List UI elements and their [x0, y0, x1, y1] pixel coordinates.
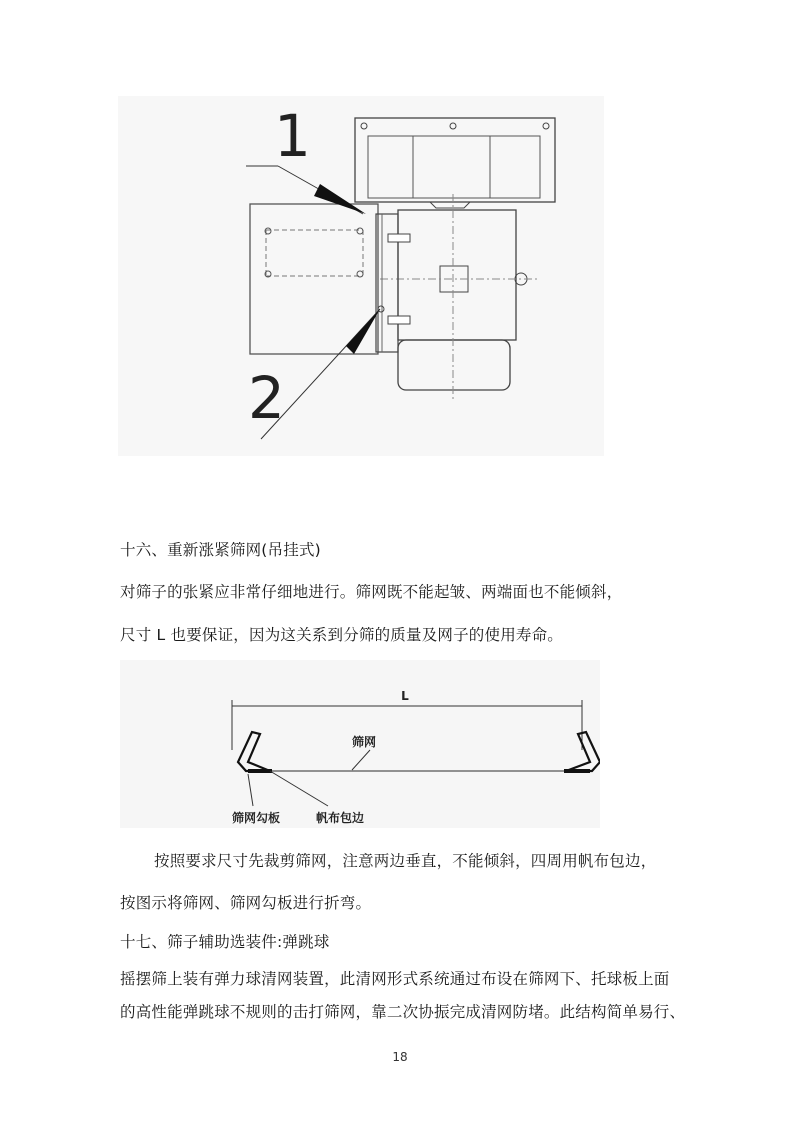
hook-plate-left — [238, 732, 270, 771]
section-16-paragraph-line2: 尺寸 L 也要保证，因为这关系到分筛的质量及网子的使用寿命。 — [120, 626, 563, 644]
screen-tension-svg — [120, 660, 600, 828]
arrow-2 — [346, 309, 380, 354]
motor-mount-drawing — [118, 96, 604, 456]
hook-plate-right — [566, 732, 600, 771]
canvas-edge-label: 帆布包边 — [316, 811, 365, 825]
screen-tension-diagram — [120, 660, 600, 828]
section-17-heading: 十七、筛子辅助选装件:弹跳球 — [120, 933, 330, 951]
page-number: 18 — [392, 1050, 408, 1064]
dimension-label: L — [401, 689, 409, 703]
motor-mount-svg — [118, 96, 604, 456]
section-17-paragraph-line1: 摇摆筛上装有弹力球清网装置，此清网形式系统通过布设在筛网下、托球板上面 — [120, 970, 670, 988]
cutting-paragraph-line2: 按图示将筛网、筛网勾板进行折弯。 — [120, 894, 372, 912]
section-16-heading: 十六、重新涨紧筛网(吊挂式) — [120, 541, 321, 559]
callout-label-1: 1 — [274, 102, 311, 170]
hook-plate-label: 筛网勾板 — [232, 811, 281, 825]
section-16-paragraph-line1: 对筛子的张紧应非常仔细地进行。筛网既不能起皱、两端面也不能倾斜， — [120, 583, 623, 601]
screen-label: 筛网 — [352, 735, 377, 749]
section-17-paragraph-line2: 的高性能弹跳球不规则的击打筛网，靠二次协振完成清网防堵。此结构简单易行、 — [120, 1003, 686, 1021]
top-housing — [355, 118, 555, 202]
callout-label-2: 2 — [248, 364, 285, 432]
arrow-1 — [314, 184, 366, 214]
motor-body — [398, 210, 516, 340]
cutting-paragraph-line1: 按照要求尺寸先裁剪筛网，注意两边垂直，不能倾斜，四周用帆布包边， — [154, 852, 657, 870]
